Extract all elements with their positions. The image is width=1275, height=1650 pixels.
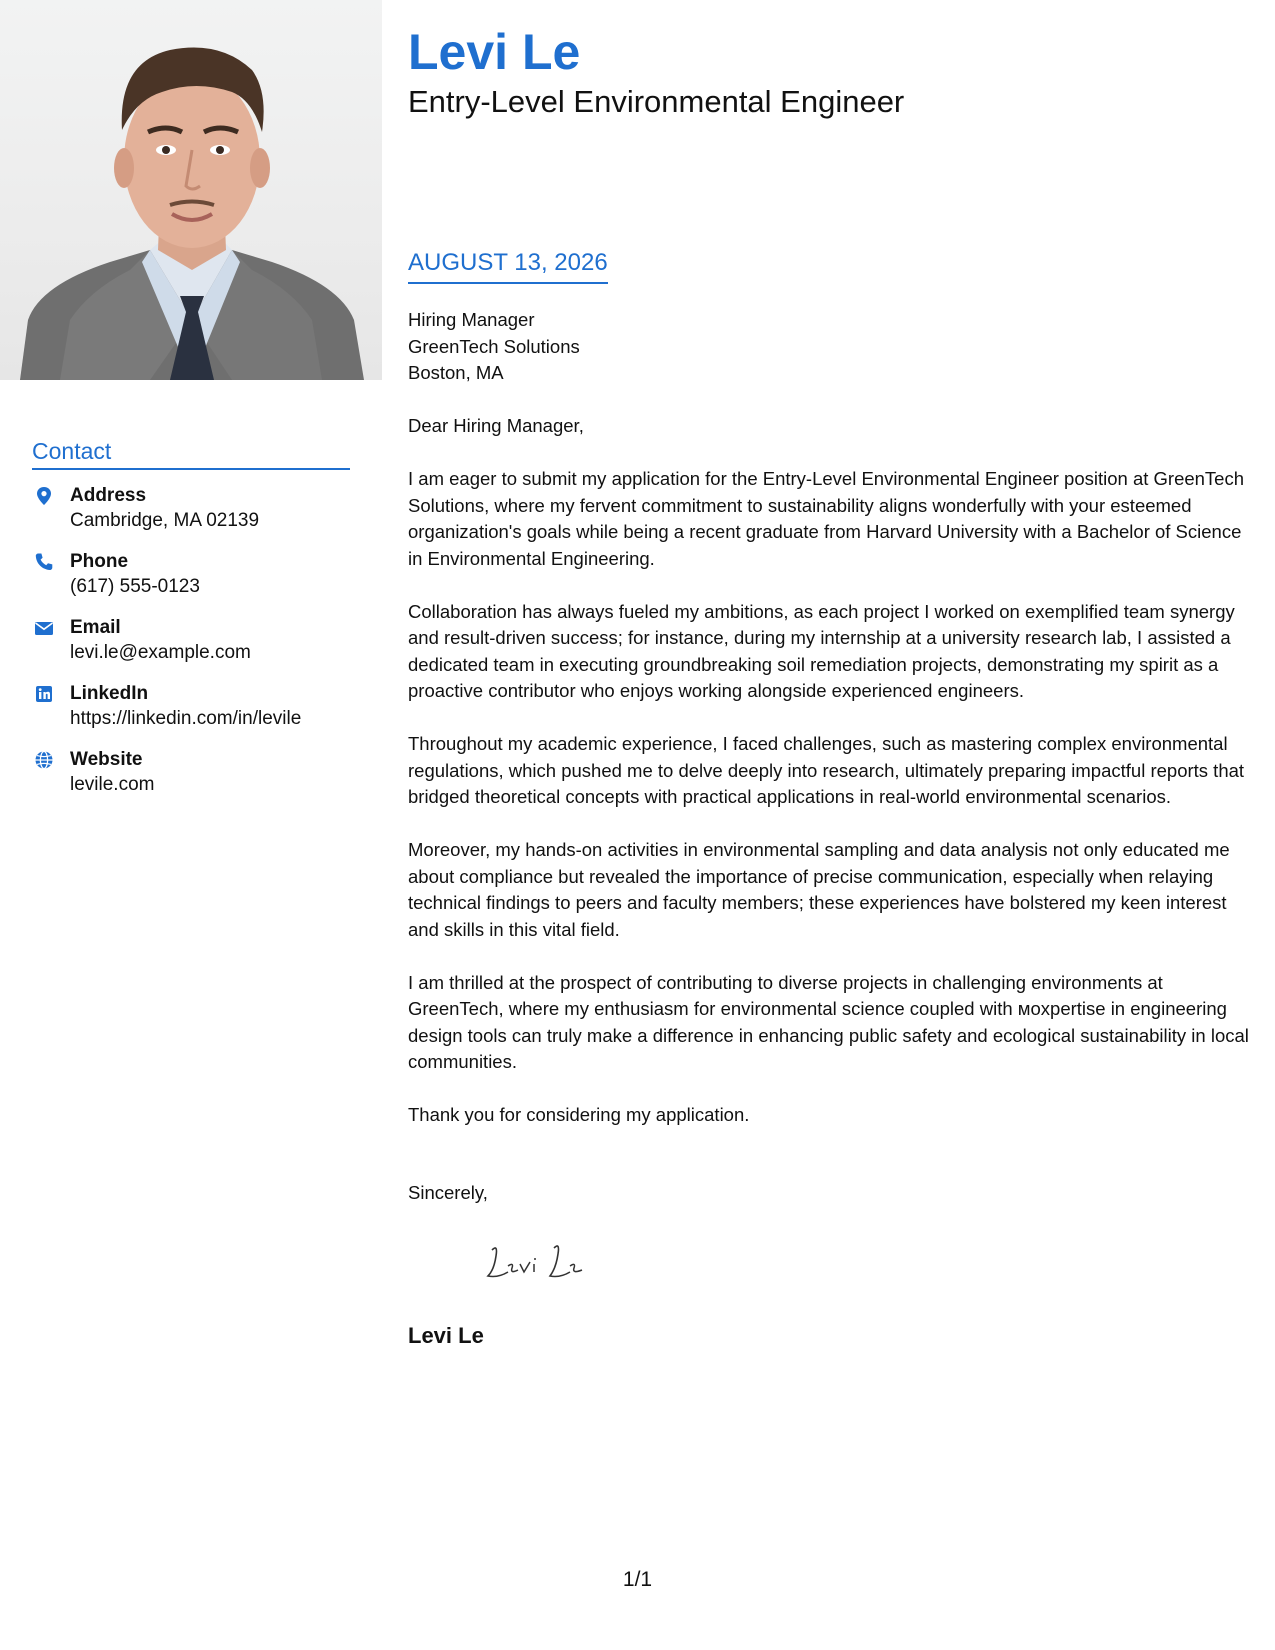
contact-item-linkedin [32, 682, 350, 731]
page-number: 1/1 [622, 1568, 653, 1591]
contact-item-website [32, 748, 350, 797]
body-paragraph: Throughout my academic experience, I faced challenges, such as mastering complex environmental regulations, which pushed me to delve deeply into research, ultimately preparing impactful reports that bridged theoretical concepts with practical applications in real-world environmental scenarios. [408, 733, 1245, 807]
email-value[interactable]: levi.le@example.com [70, 642, 251, 663]
address-label: Address [70, 485, 147, 506]
address-value: Cambridge, MA 02139 [70, 510, 260, 531]
body-paragraph: Collaboration has always fueled my ambitions, as each project I worked on exemplified team synergy and result-driven success; for instance, during my internship at a university research lab, I assisted a dedicated team in executing groundbreaking soil remediation projects, demonstrating my spirit as a proactive contributor who enjoys working alongside experienced engineers. [408, 600, 1235, 701]
applicant-name: Levi Le [408, 24, 581, 80]
contact-item-address [32, 484, 350, 533]
profile-photo [0, 0, 382, 380]
contact-section [32, 436, 350, 814]
contact-title: Contact [32, 436, 350, 470]
linkedin-icon [34, 684, 54, 704]
signed-name: Levi Le [408, 1323, 484, 1348]
body-paragraph: I am eager to submit my application for the Entry-Level Environmental Engineer position at GreenTech Solutions, where my fervent commitment to sustainability aligns wonderfully with your esteemed organization's goals while being a recent graduate from Harvard University with a Bachelor of Science in Environmental Engineering. [408, 468, 1245, 569]
phone-value[interactable]: (617) 555-0123 [70, 576, 200, 597]
phone-icon [34, 552, 54, 572]
linkedin-label: LinkedIn [70, 683, 149, 704]
body-paragraph: I am thrilled at the prospect of contributing to diverse projects in challenging environments at GreenTech, where my enthusiasm for environmental science coupled with мoxpertise in engineering design tools can truly make a difference in enhancing public safety and ecological sustainability in local communities. [408, 971, 1249, 1072]
linkedin-value[interactable]: https://linkedin.com/in/levile [70, 708, 302, 729]
recipient-line: Boston, MA [408, 362, 504, 383]
contact-item-email [32, 616, 350, 665]
map-pin-icon [34, 486, 54, 506]
sidebar [0, 0, 382, 1650]
letter-date: AUGUST 13, 2026 [408, 248, 608, 284]
globe-icon [34, 750, 54, 770]
contact-item-phone [32, 550, 350, 599]
body-paragraph: Thank you for considering my application. [408, 1104, 750, 1125]
handwritten-signature [478, 1236, 598, 1286]
website-value[interactable]: levile.com [70, 774, 155, 795]
salutation: Dear Hiring Manager, [408, 415, 584, 436]
body-paragraph: Moreover, my hands-on activities in environmental sampling and data analysis not only educated me about compliance but revealed the importance of precise communication, especially when relaying technical findings to peers and faculty members; these experiences have bolstered my keen interest and skills in this vital field. [408, 839, 1230, 940]
recipient-line: Hiring Manager [408, 309, 535, 330]
profile-photo-illustration [0, 0, 382, 380]
recipient-block [408, 307, 580, 387]
job-title: Entry-Level Environmental Engineer [408, 84, 905, 119]
recipient-line: GreenTech Solutions [408, 335, 580, 357]
phone-label: Phone [70, 551, 129, 572]
closing: Sincerely, [408, 1182, 488, 1203]
email-icon [34, 618, 54, 638]
letter-body [408, 413, 1254, 1155]
website-label: Website [70, 749, 143, 770]
email-label: Email [70, 617, 121, 638]
